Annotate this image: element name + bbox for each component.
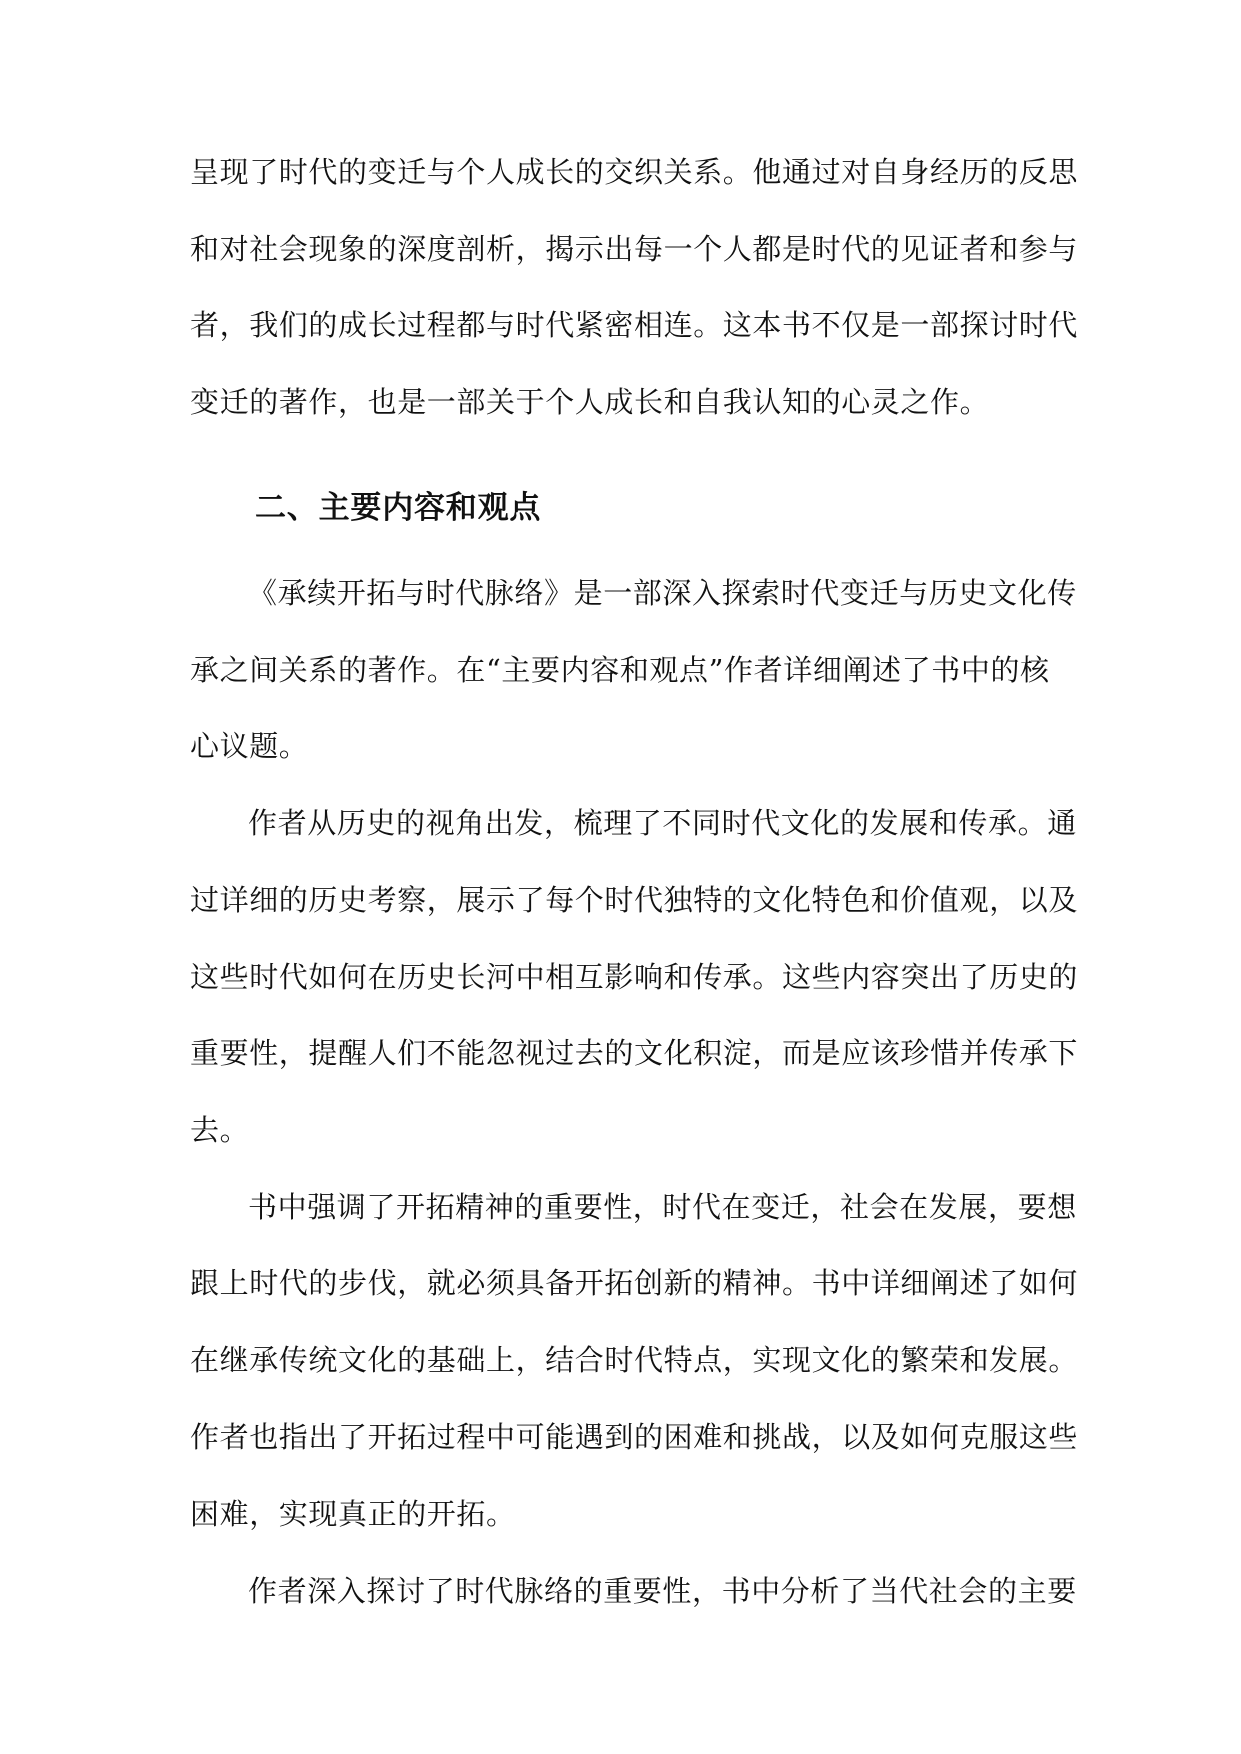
paragraph-line: 书中强调了开拓精神的重要性，时代在变迁，社会在发展，要想 — [248, 1190, 1077, 1224]
paragraph-line: 作者从历史的视角出发，梳理了不同时代文化的发展和传承。通 — [248, 806, 1077, 840]
paragraph-line: 变迁的著作，也是一部关于个人成长和自我认知的心灵之作。 — [190, 385, 990, 419]
paragraph-line: 和对社会现象的深度剖析，揭示出每一个人都是时代的见证者和参与 — [190, 232, 1079, 266]
paragraph-line: 者，我们的成长过程都与时代紧密相连。这本书不仅是一部探讨时代 — [190, 308, 1079, 342]
paragraph-line: 心议题。 — [190, 729, 309, 763]
section-heading: 二、主要内容和观点 — [255, 490, 542, 526]
paragraph-line: 跟上时代的步伐，就必须具备开拓创新的精神。书中详细阐述了如何 — [190, 1266, 1079, 1300]
paragraph-line: 在继承传统文化的基础上，结合时代特点，实现文化的繁荣和发展。 — [190, 1343, 1079, 1377]
paragraph-line: 呈现了时代的变迁与个人成长的交织关系。他通过对自身经历的反思 — [190, 155, 1079, 189]
paragraph-line: 困难，实现真正的开拓。 — [190, 1497, 516, 1531]
paragraph-line: 去。 — [190, 1113, 250, 1147]
paragraph-line: 承之间关系的著作。在“主要内容和观点”作者详细阐述了书中的核 — [190, 653, 1050, 687]
paragraph-line: 作者深入探讨了时代脉络的重要性，书中分析了当代社会的主要 — [248, 1574, 1077, 1608]
paragraph-line: 作者也指出了开拓过程中可能遇到的困难和挑战，以及如何克服这些 — [190, 1420, 1079, 1454]
paragraph-line: 过详细的历史考察，展示了每个时代独特的文化特色和价值观，以及 — [190, 883, 1079, 917]
paragraph-line: 《承续开拓与时代脉络》是一部深入探索时代变迁与历史文化传 — [248, 576, 1077, 610]
paragraph-line: 重要性，提醒人们不能忽视过去的文化积淀，而是应该珍惜并传承下 — [190, 1036, 1079, 1070]
paragraph-line: 这些时代如何在历史长河中相互影响和传承。这些内容突出了历史的 — [190, 960, 1079, 994]
